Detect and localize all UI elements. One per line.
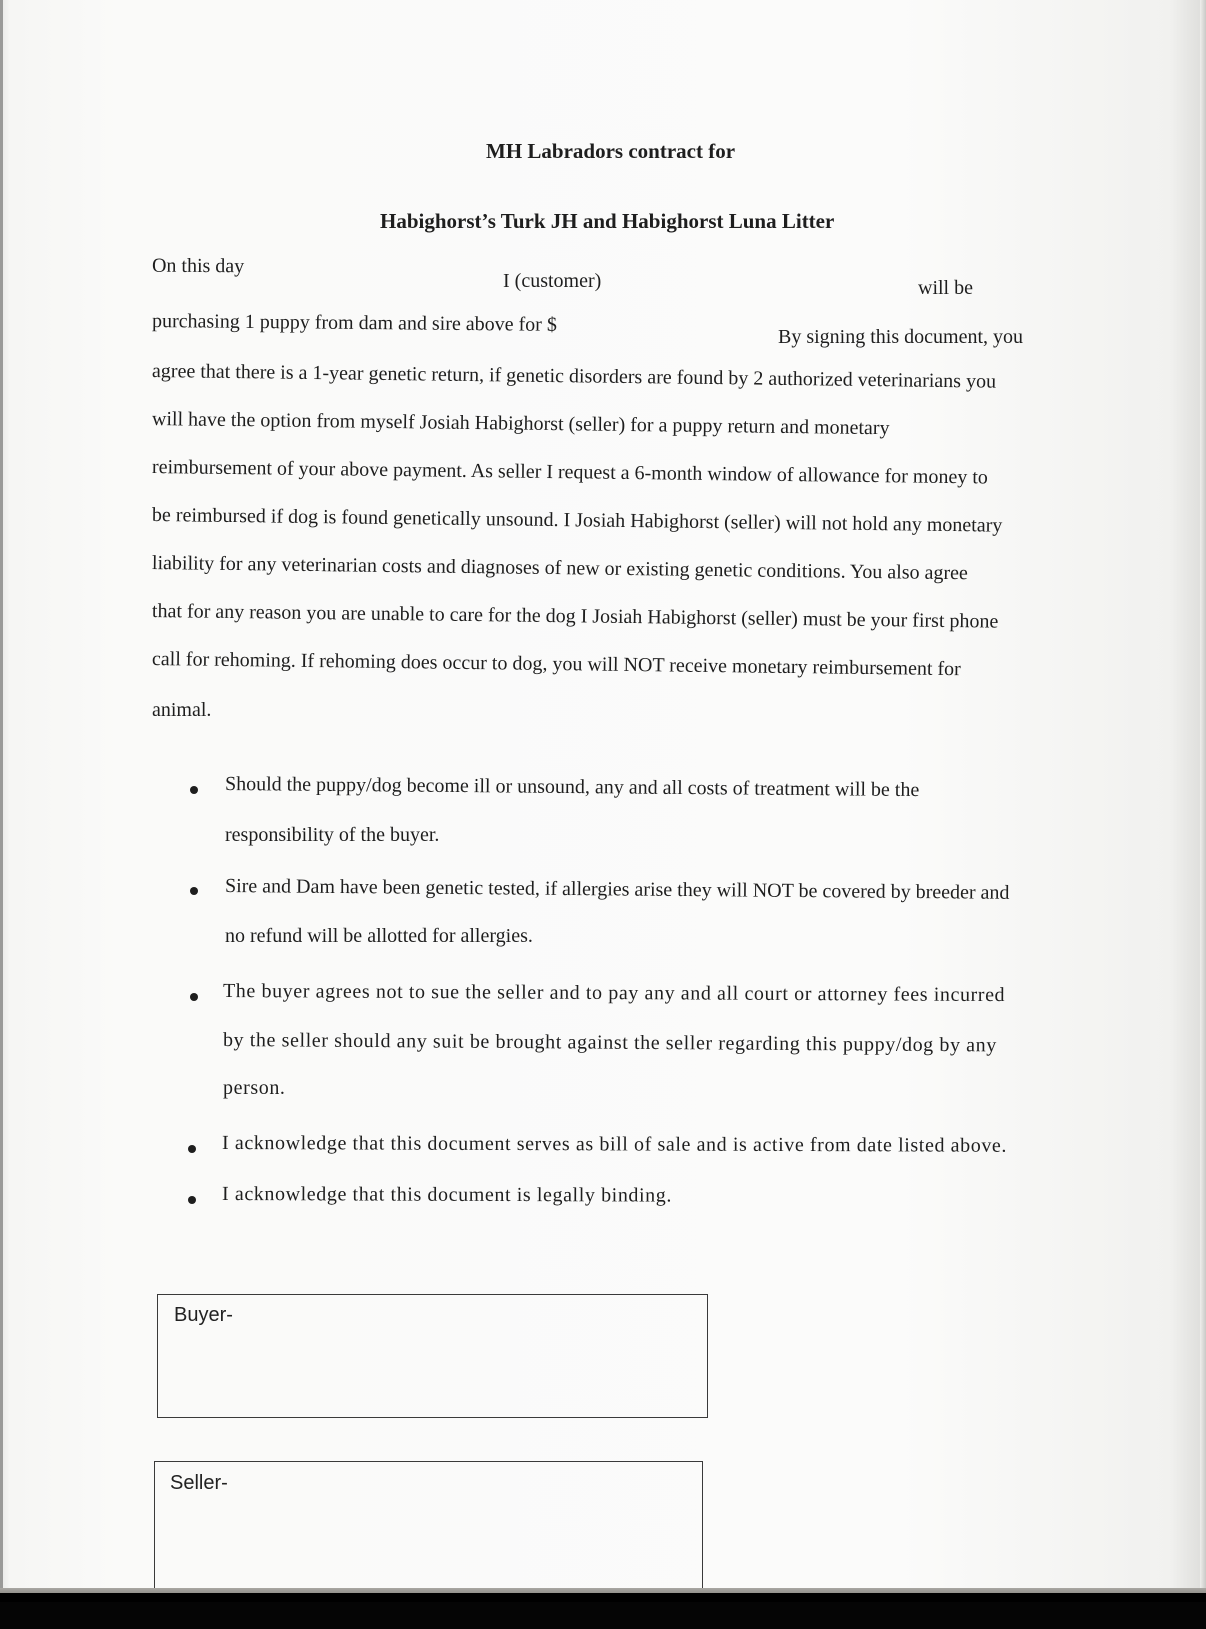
body-line-9: call for rehoming. If rehoming does occur to dog, you will NOT receive monetary reimbursement for — [151, 648, 961, 681]
bullet-icon — [188, 1145, 196, 1153]
paper-right-edge — [1200, 0, 1206, 1593]
purchasing-text: purchasing 1 puppy from dam and sire above for $ — [151, 310, 557, 336]
body-line-6: be reimbursed if dog is found genetically unsound. I Josiah Habighorst (seller) will not hold any monetary — [151, 504, 1003, 537]
bullet-icon — [190, 993, 198, 1001]
body-line-8: that for any reason you are unable to care for the dog I Josiah Habighorst (seller) must be your first phone — [151, 600, 999, 633]
contract-title: MH Labradors contract for — [486, 139, 736, 163]
will-be-text: will be — [918, 277, 973, 299]
bullet-icon — [190, 786, 198, 794]
body-line-10: animal. — [152, 699, 212, 721]
photo-bottom-edge — [0, 1588, 1206, 1593]
photo-background — [0, 1602, 1206, 1629]
bullet-2-line-2: no refund will be allotted for allergies. — [225, 925, 533, 947]
bullet-1-line-1: Should the puppy/dog become ill or unsound, any and all costs of treatment will be the — [224, 773, 920, 802]
bullet-1-line-2: responsibility of the buyer. — [225, 824, 440, 846]
bullet-4-line-1: I acknowledge that this document serves as bill of sale and is active from date listed above. — [221, 1132, 1008, 1157]
customer-text: I (customer) — [503, 270, 602, 292]
body-line-3: agree that there is a 1-year genetic return, if genetic disorders are found by 2 authorized veterinarians you — [151, 360, 997, 393]
bullet-icon — [190, 887, 198, 895]
body-line-5: reimbursement of your above payment. As seller I request a 6-month window of allowance for money to — [151, 456, 988, 489]
bullet-2-line-1: Sire and Dam have been genetic tested, if allergies arise they will NOT be covered by breeder and — [224, 875, 1010, 904]
bullet-3-line-1: The buyer agrees not to sue the seller and to pay any and all court or attorney fees incurred — [222, 980, 1006, 1007]
bullet-3-line-2: by the seller should any suit be brought against the seller regarding this puppy/dog by any — [222, 1029, 997, 1057]
body-line-7: liability for any veterinarian costs and diagnoses of new or existing genetic conditions. You also agree — [151, 552, 969, 585]
litter-title: Habighorst’s Turk JH and Habighorst Luna Litter — [380, 209, 835, 233]
on-this-day-text: On this day — [151, 254, 245, 278]
seller-label: Seller- — [170, 1472, 228, 1494]
bullet-3-line-3: person. — [223, 1077, 286, 1099]
by-signing-text: By signing this document, you — [778, 326, 1023, 348]
bullet-icon — [188, 1196, 196, 1204]
buyer-label: Buyer- — [174, 1304, 233, 1326]
seller-signature-box[interactable] — [154, 1461, 703, 1593]
buyer-signature-box[interactable] — [157, 1294, 708, 1418]
paper-left-edge — [0, 0, 3, 1593]
bullet-5-line-1: I acknowledge that this document is legally binding. — [221, 1183, 673, 1207]
body-line-4: will have the option from myself Josiah Habighorst (seller) for a puppy return and monetary — [151, 408, 890, 440]
